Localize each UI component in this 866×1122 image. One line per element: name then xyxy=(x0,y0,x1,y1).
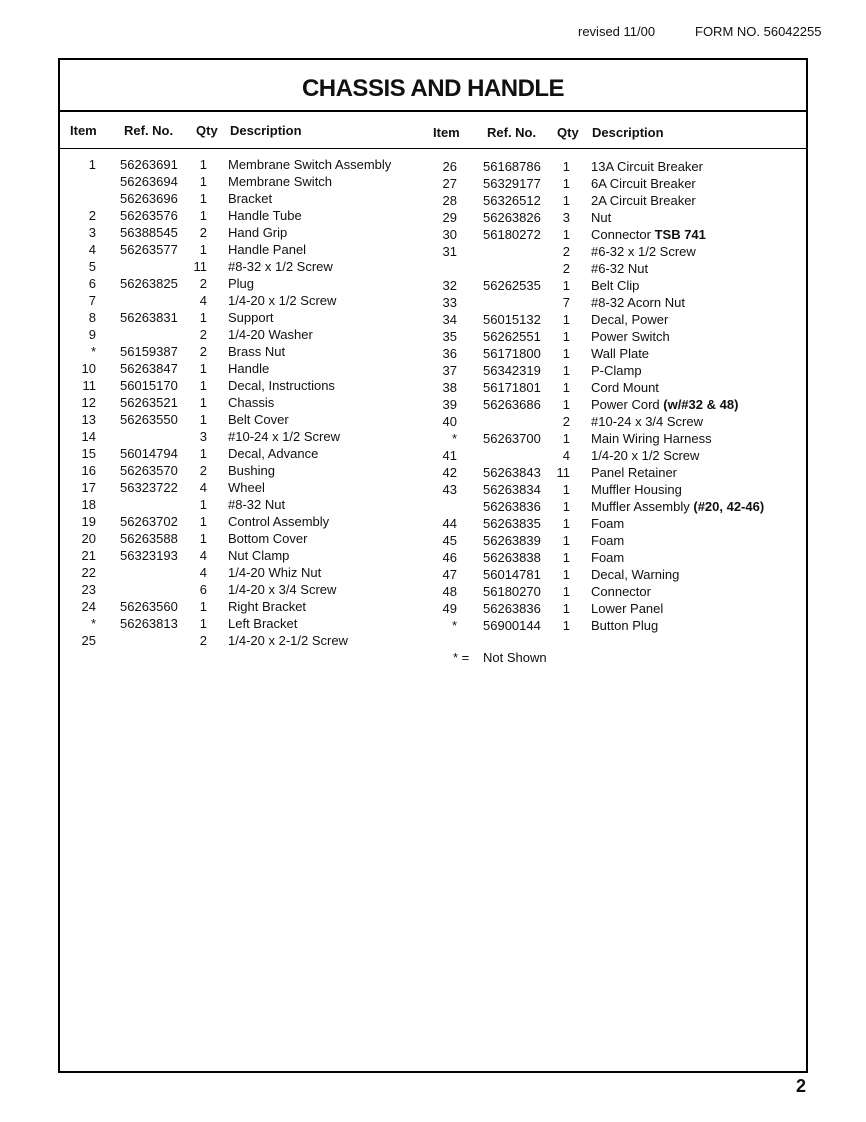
quantity: 4 xyxy=(199,565,207,580)
ref-number: 56263834 xyxy=(483,482,541,497)
item-number: 25 xyxy=(81,633,96,648)
table-row xyxy=(423,328,803,345)
description: Button Plug xyxy=(591,618,659,633)
quantity: 1 xyxy=(562,533,570,548)
description: Decal, Warning xyxy=(591,567,680,582)
table-row xyxy=(60,411,420,428)
quantity: 1 xyxy=(562,329,570,344)
table-row xyxy=(60,445,420,462)
table-row xyxy=(60,615,420,632)
table-row xyxy=(60,156,420,173)
ref-number: 56263550 xyxy=(120,412,178,427)
ref-number: 56263836 xyxy=(483,601,541,616)
item-number: 34 xyxy=(442,312,457,327)
table-row xyxy=(60,462,420,479)
table-row xyxy=(423,566,803,583)
description: #10-24 x 3/4 Screw xyxy=(591,414,704,429)
ref-number: 56262535 xyxy=(483,278,541,293)
quantity: 1 xyxy=(562,380,570,395)
quantity: 1 xyxy=(199,412,207,427)
ref-number: 56015132 xyxy=(483,312,541,327)
description-text: Power Cord xyxy=(591,397,664,412)
description: Brass Nut xyxy=(228,344,286,359)
item-number: 24 xyxy=(81,599,96,614)
description-text: Connector xyxy=(591,227,655,242)
item-number: 2 xyxy=(88,208,96,223)
ref-number: 56263570 xyxy=(120,463,178,478)
item-number: 41 xyxy=(442,448,457,463)
table-row xyxy=(423,311,803,328)
ref-number: 56171800 xyxy=(483,346,541,361)
description: 1/4-20 x 1/2 Screw xyxy=(228,293,337,308)
table-row xyxy=(423,158,803,175)
ref-number: 56180270 xyxy=(483,584,541,599)
item-number: 28 xyxy=(442,193,457,208)
item-number: 36 xyxy=(442,346,457,361)
quantity: 1 xyxy=(562,482,570,497)
item-number: 9 xyxy=(88,327,96,342)
table-row xyxy=(423,481,803,498)
table-row xyxy=(423,260,803,277)
quantity: 1 xyxy=(562,584,570,599)
table-row xyxy=(60,530,420,547)
table-row xyxy=(60,207,420,224)
quantity: 1 xyxy=(562,176,570,191)
table-row xyxy=(423,549,803,566)
quantity: 4 xyxy=(562,448,570,463)
quantity: 2 xyxy=(199,327,207,342)
description: Plug xyxy=(228,276,255,291)
item-number: 38 xyxy=(442,380,457,395)
item-number: 42 xyxy=(442,465,457,480)
description: Cord Mount xyxy=(591,380,659,395)
item-number: 27 xyxy=(442,176,457,191)
ref-number: 56263694 xyxy=(120,174,178,189)
ref-number: 56342319 xyxy=(483,363,541,378)
col-header-desc-right: Description xyxy=(592,125,664,140)
item-number: 20 xyxy=(81,531,96,546)
ref-number: 56263835 xyxy=(483,516,541,531)
table-row xyxy=(60,394,420,411)
ref-number: 56263588 xyxy=(120,531,178,546)
quantity: 1 xyxy=(562,278,570,293)
description: Panel Retainer xyxy=(591,465,677,480)
table-row xyxy=(60,547,420,564)
table-row xyxy=(423,600,803,617)
table-row xyxy=(60,632,420,649)
item-number: 4 xyxy=(88,242,96,257)
table-row xyxy=(423,583,803,600)
quantity: 2 xyxy=(199,633,207,648)
ref-number: 56263847 xyxy=(120,361,178,376)
quantity: 2 xyxy=(199,463,207,478)
table-row xyxy=(423,226,803,243)
ref-number: 56263831 xyxy=(120,310,178,325)
ref-number: 56263577 xyxy=(120,242,178,257)
quantity: 2 xyxy=(562,414,570,429)
quantity: 1 xyxy=(562,227,570,242)
description xyxy=(591,396,738,413)
ref-number: 56323722 xyxy=(120,480,178,495)
item-number: * xyxy=(451,618,457,633)
item-number: 35 xyxy=(442,329,457,344)
description: Main Wiring Harness xyxy=(591,431,712,446)
description: Belt Cover xyxy=(228,412,289,427)
item-number: 23 xyxy=(81,582,96,597)
quantity: 1 xyxy=(562,618,570,633)
quantity: 1 xyxy=(562,550,570,565)
description: Chassis xyxy=(228,395,275,410)
col-header-ref-right: Ref. No. xyxy=(487,125,537,140)
description: Connector xyxy=(591,584,651,599)
description: 2A Circuit Breaker xyxy=(591,193,696,208)
table-row xyxy=(60,564,420,581)
quantity: 2 xyxy=(562,261,570,276)
description-text: Muffler Assembly xyxy=(591,499,694,514)
item-number: 32 xyxy=(442,278,457,293)
ref-number: 56014794 xyxy=(120,446,178,461)
description: Left Bracket xyxy=(228,616,298,631)
col-header-desc-left: Description xyxy=(230,123,302,138)
table-row xyxy=(60,496,420,513)
quantity: 1 xyxy=(562,601,570,616)
ref-number: 56263560 xyxy=(120,599,178,614)
item-number: 13 xyxy=(81,412,96,427)
col-header-ref-left: Ref. No. xyxy=(124,123,174,138)
description: Control Assembly xyxy=(228,514,330,529)
description: Bottom Cover xyxy=(228,531,308,546)
item-number: 10 xyxy=(81,361,96,376)
description-note: (w/#32 & 48) xyxy=(663,397,739,412)
description: Decal, Instructions xyxy=(228,378,335,393)
ref-number: 56171801 xyxy=(483,380,541,395)
item-number: 5 xyxy=(88,259,96,274)
quantity: 1 xyxy=(562,431,570,446)
description: Nut Clamp xyxy=(228,548,290,563)
quantity: 1 xyxy=(199,242,207,257)
page-number: 2 xyxy=(796,1076,807,1096)
item-number: 47 xyxy=(442,567,457,582)
table-row xyxy=(60,224,420,241)
table-row xyxy=(423,362,803,379)
table-row xyxy=(423,396,803,413)
description: Hand Grip xyxy=(228,225,288,240)
quantity: 1 xyxy=(199,599,207,614)
ref-number: 56014781 xyxy=(483,567,541,582)
col-header-item-right: Item xyxy=(433,125,460,140)
quantity: 1 xyxy=(562,363,570,378)
description: Right Bracket xyxy=(228,599,307,614)
quantity: 1 xyxy=(562,312,570,327)
item-number: 31 xyxy=(442,244,457,259)
item-number: 37 xyxy=(442,363,457,378)
ref-number: 56329177 xyxy=(483,176,541,191)
item-number: 43 xyxy=(442,482,457,497)
table-row xyxy=(60,513,420,530)
quantity: 1 xyxy=(199,157,207,172)
description: Handle Panel xyxy=(228,242,307,257)
ref-number: 56168786 xyxy=(483,159,541,174)
description: Lower Panel xyxy=(591,601,664,616)
quantity: 4 xyxy=(199,480,207,495)
ref-number: 56015170 xyxy=(120,378,178,393)
item-number: 33 xyxy=(442,295,457,310)
item-number: 14 xyxy=(81,429,96,444)
quantity: 11 xyxy=(193,259,207,274)
description: #8-32 x 1/2 Screw xyxy=(228,259,333,274)
quantity: 1 xyxy=(199,208,207,223)
item-number: 26 xyxy=(442,159,457,174)
description: Bracket xyxy=(228,191,273,206)
ref-number: 56263691 xyxy=(120,157,178,172)
ref-number: 56263843 xyxy=(483,465,541,480)
ref-number: 56263702 xyxy=(120,514,178,529)
parts-table-left xyxy=(60,156,420,649)
description: Handle Tube xyxy=(228,208,302,223)
col-header-qty-right: Qty xyxy=(557,125,579,140)
quantity: 1 xyxy=(562,346,570,361)
description: Foam xyxy=(591,550,625,565)
table-row xyxy=(423,464,803,481)
ref-number: 56263576 xyxy=(120,208,178,223)
item-number: 3 xyxy=(88,225,96,240)
description: #8-32 Nut xyxy=(228,497,286,512)
quantity: 3 xyxy=(199,429,207,444)
quantity: 4 xyxy=(199,293,207,308)
item-number: 45 xyxy=(442,533,457,548)
item-number: * xyxy=(90,344,96,359)
item-number: 22 xyxy=(81,565,96,580)
description xyxy=(591,226,706,243)
quantity: 6 xyxy=(199,582,207,597)
quantity: 1 xyxy=(199,310,207,325)
description: 1/4-20 Washer xyxy=(228,327,313,342)
description: Decal, Power xyxy=(591,312,669,327)
table-row xyxy=(60,479,420,496)
table-row xyxy=(60,343,420,360)
description: Membrane Switch xyxy=(228,174,333,189)
description: Bushing xyxy=(228,463,275,478)
item-number: 40 xyxy=(442,414,457,429)
table-row xyxy=(423,345,803,362)
ref-number: 56263839 xyxy=(483,533,541,548)
item-number: 6 xyxy=(88,276,96,291)
revision-date: revised 11/00 xyxy=(578,24,656,39)
quantity: 1 xyxy=(199,446,207,461)
description: 1/4-20 Whiz Nut xyxy=(228,565,322,580)
ref-number: 56388545 xyxy=(120,225,178,240)
table-row xyxy=(423,192,803,209)
page-title: CHASSIS AND HANDLE xyxy=(60,60,806,112)
table-row xyxy=(423,175,803,192)
description: 1/4-20 x 1/2 Screw xyxy=(591,448,700,463)
description: Nut xyxy=(591,210,612,225)
quantity: 1 xyxy=(199,361,207,376)
header-divider xyxy=(60,148,806,149)
description: Wall Plate xyxy=(591,346,650,361)
quantity: 1 xyxy=(562,516,570,531)
not-shown-symbol: * = xyxy=(453,650,470,665)
description: #8-32 Acorn Nut xyxy=(591,295,685,310)
item-number: 48 xyxy=(442,584,457,599)
item-number: 12 xyxy=(81,395,96,410)
quantity: 2 xyxy=(562,244,570,259)
table-row xyxy=(60,190,420,207)
description: Wheel xyxy=(228,480,265,495)
quantity: 1 xyxy=(199,174,207,189)
table-row xyxy=(423,243,803,260)
quantity: 2 xyxy=(199,225,207,240)
ref-number: 56263700 xyxy=(483,431,541,446)
table-row xyxy=(60,275,420,292)
quantity: 1 xyxy=(199,497,207,512)
quantity: 1 xyxy=(562,159,570,174)
description: Decal, Advance xyxy=(228,446,319,461)
description: 13A Circuit Breaker xyxy=(591,159,703,174)
ref-number: 56263838 xyxy=(483,550,541,565)
table-row xyxy=(423,498,803,515)
item-number: 29 xyxy=(442,210,457,225)
ref-number: 56263825 xyxy=(120,276,178,291)
description-note: (#20, 42-46) xyxy=(693,499,765,514)
table-row xyxy=(60,292,420,309)
item-number: 30 xyxy=(442,227,457,242)
table-row xyxy=(423,413,803,430)
item-number: 11 xyxy=(82,378,96,393)
description: Handle xyxy=(228,361,270,376)
quantity: 7 xyxy=(562,295,570,310)
table-row xyxy=(423,447,803,464)
table-row xyxy=(60,428,420,445)
description: #6-32 x 1/2 Screw xyxy=(591,244,696,259)
quantity: 1 xyxy=(199,616,207,631)
item-number: 39 xyxy=(442,397,457,412)
description: #10-24 x 1/2 Screw xyxy=(228,429,341,444)
ref-number: 56326512 xyxy=(483,193,541,208)
table-row xyxy=(60,598,420,615)
table-row xyxy=(423,430,803,447)
table-row xyxy=(423,379,803,396)
ref-number: 56263696 xyxy=(120,191,178,206)
item-number: 17 xyxy=(81,480,96,495)
item-number: 1 xyxy=(88,157,96,172)
quantity: 1 xyxy=(562,397,570,412)
item-number: 16 xyxy=(81,463,96,478)
table-row xyxy=(60,360,420,377)
description: Muffler Housing xyxy=(591,482,682,497)
col-header-qty-left: Qty xyxy=(196,123,218,138)
table-row xyxy=(423,209,803,226)
table-row xyxy=(423,277,803,294)
description-note: TSB 741 xyxy=(654,227,706,242)
table-row xyxy=(423,515,803,532)
description: Belt Clip xyxy=(591,278,640,293)
table-row xyxy=(60,326,420,343)
description: Foam xyxy=(591,516,625,531)
item-number: 8 xyxy=(88,310,96,325)
item-number: 44 xyxy=(442,516,457,531)
not-shown-note: Not Shown xyxy=(483,650,547,665)
table-row xyxy=(60,377,420,394)
item-number: 21 xyxy=(81,548,96,563)
description: Membrane Switch Assembly xyxy=(228,157,392,172)
item-number: * xyxy=(90,616,96,631)
table-row xyxy=(423,617,803,634)
table-row xyxy=(60,309,420,326)
table-row xyxy=(60,241,420,258)
table-row xyxy=(60,173,420,190)
description: Support xyxy=(228,310,274,325)
ref-number: 56263813 xyxy=(120,616,178,631)
item-number: 15 xyxy=(81,446,96,461)
quantity: 1 xyxy=(199,395,207,410)
description: #6-32 Nut xyxy=(591,261,649,276)
ref-number: 56263521 xyxy=(120,395,178,410)
table-row xyxy=(60,581,420,598)
item-number: 19 xyxy=(81,514,96,529)
col-header-item-left: Item xyxy=(70,123,97,138)
ref-number: 56159387 xyxy=(120,344,178,359)
ref-number: 56900144 xyxy=(483,618,541,633)
ref-number: 56180272 xyxy=(483,227,541,242)
quantity: 2 xyxy=(199,344,207,359)
description xyxy=(591,498,764,515)
quantity: 1 xyxy=(199,531,207,546)
item-number: 18 xyxy=(81,497,96,512)
form-number: FORM NO. 56042255 xyxy=(695,24,822,39)
parts-list-frame xyxy=(58,58,808,1073)
quantity: 3 xyxy=(562,210,570,225)
quantity: 4 xyxy=(199,548,207,563)
quantity: 2 xyxy=(199,276,207,291)
table-row xyxy=(423,294,803,311)
ref-number: 56263836 xyxy=(483,499,541,514)
description: 1/4-20 x 3/4 Screw xyxy=(228,582,337,597)
item-number: 46 xyxy=(442,550,457,565)
item-number: 49 xyxy=(442,601,457,616)
ref-number: 56323193 xyxy=(120,548,178,563)
quantity: 1 xyxy=(562,567,570,582)
table-row xyxy=(423,532,803,549)
quantity: 1 xyxy=(199,378,207,393)
ref-number: 56263686 xyxy=(483,397,541,412)
quantity: 1 xyxy=(562,193,570,208)
item-number: 7 xyxy=(88,293,96,308)
item-number: * xyxy=(451,431,457,446)
parts-table-right xyxy=(423,158,803,634)
description: Foam xyxy=(591,533,625,548)
description: P-Clamp xyxy=(591,363,642,378)
table-row xyxy=(60,258,420,275)
description: 6A Circuit Breaker xyxy=(591,176,696,191)
ref-number: 56263826 xyxy=(483,210,541,225)
quantity: 1 xyxy=(199,191,207,206)
ref-number: 56262551 xyxy=(483,329,541,344)
description: Power Switch xyxy=(591,329,670,344)
quantity: 1 xyxy=(199,514,207,529)
quantity: 1 xyxy=(562,499,570,514)
description: 1/4-20 x 2-1/2 Screw xyxy=(228,633,348,648)
quantity: 11 xyxy=(556,465,570,480)
